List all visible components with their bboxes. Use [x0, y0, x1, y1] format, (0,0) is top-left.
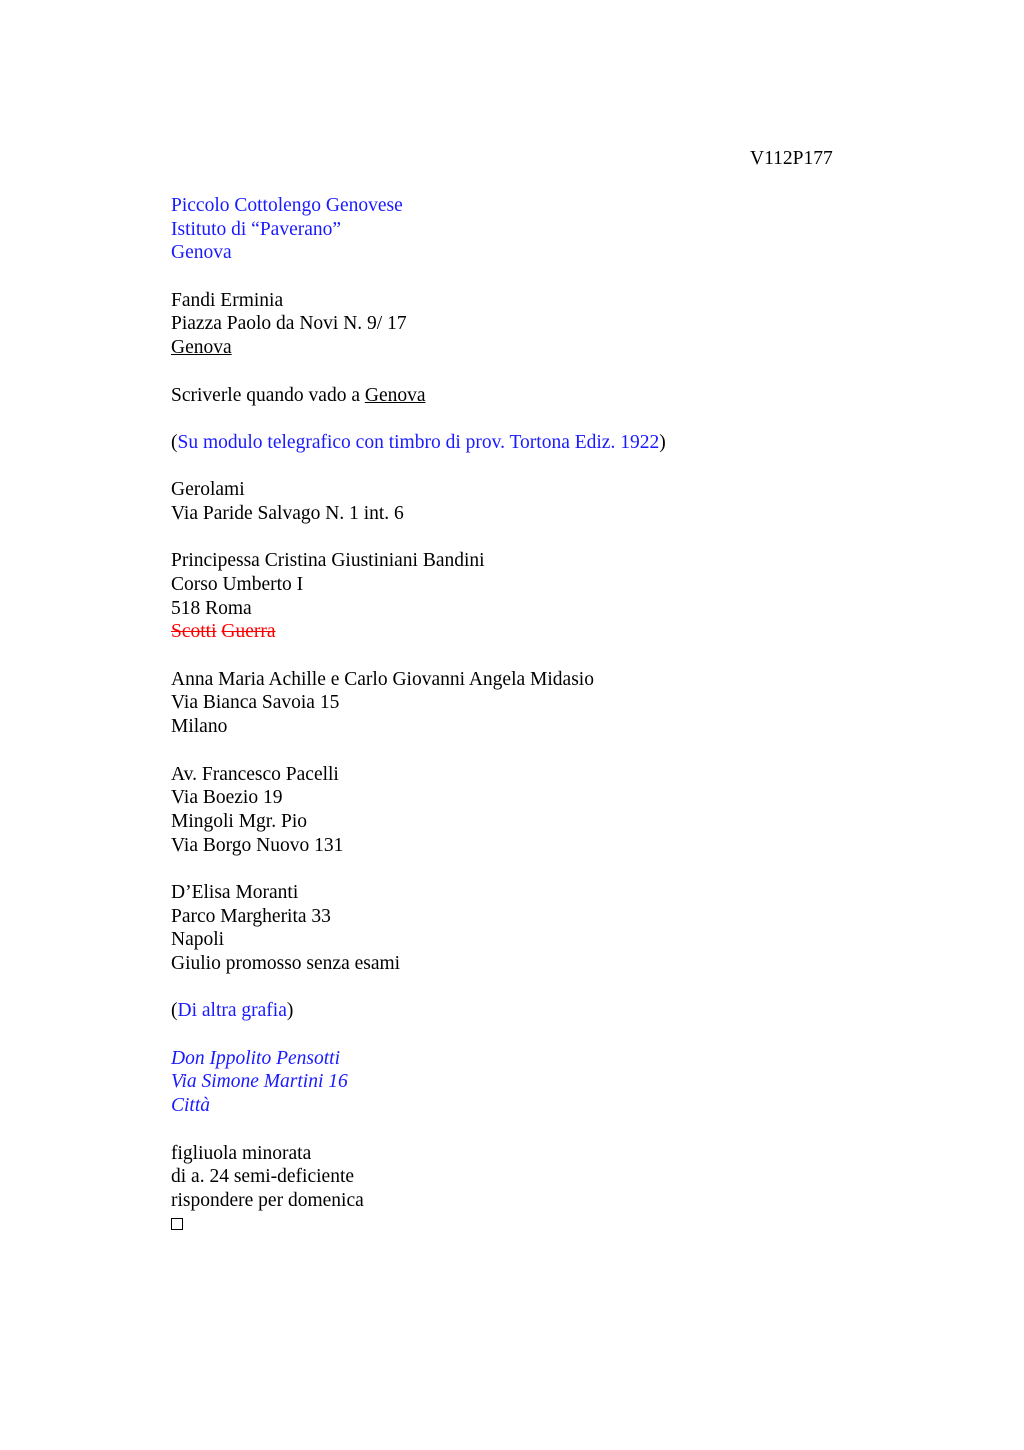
telegraph-note: [171, 431, 971, 455]
note-genova-city: Genova: [364, 384, 426, 406]
principessa-name: Principessa Cristina Giustiniani Bandini: [171, 550, 485, 572]
document-id: V112P177: [750, 148, 833, 169]
principessa-address: Corso Umberto I: [171, 574, 304, 595]
note-genova-prefix: Scriverle quando vado a: [171, 384, 365, 406]
struck-name-guerra: Guerra: [221, 621, 276, 643]
gerolami-address: Via Paride Salvago N. 1 int. 6: [171, 502, 404, 524]
altra-grafia-close-paren: ): [286, 1000, 294, 1022]
fandi-name: Fandi Erminia: [171, 289, 284, 311]
fandi-city: Genova: [171, 337, 232, 359]
struck-name-scotti: Scotti: [171, 621, 217, 643]
header-line-1: Piccolo Cottolengo Genovese: [171, 195, 403, 216]
gerolami-name: Gerolami: [171, 479, 245, 501]
pacelli-line-3: Mingoli Mgr. Pio: [171, 810, 307, 832]
midasio-address: Via Bianca Savoia 15: [171, 692, 340, 714]
note-genova: [171, 384, 971, 408]
telegraph-note-text: Su modulo telegrafico con timbro di prov. Tortona Ediz. 1922: [177, 431, 660, 453]
pensotti-line-3: Città: [171, 1095, 211, 1117]
final-note-line-3: rispondere per domenica: [171, 1189, 364, 1211]
moranti-line-3: Napoli: [171, 929, 225, 951]
altra-grafia-note: [171, 999, 971, 1023]
struck-names: [171, 620, 971, 644]
altra-grafia-open-paren: (: [171, 1000, 178, 1022]
final-note-line-1: figliuola minorata: [171, 1142, 312, 1164]
pacelli-line-1: Av. Francesco Pacelli: [171, 763, 339, 785]
final-note-line-2: di a. 24 semi-deficiente: [171, 1166, 355, 1188]
header-line-3: Genova: [171, 242, 232, 264]
moranti-line-4: Giulio promosso senza esami: [171, 953, 401, 974]
checkbox-icon: [171, 1218, 183, 1230]
moranti-line-2: Parco Margherita 33: [171, 905, 331, 927]
midasio-city: Milano: [171, 716, 228, 738]
fandi-address: Piazza Paolo da Novi N. 9/ 17: [171, 313, 407, 335]
document-body: [171, 194, 971, 1236]
telegraph-open-paren: (: [171, 431, 178, 453]
header-line-2: Istituto di “Paverano”: [171, 218, 342, 240]
moranti-line-1: D’Elisa Moranti: [171, 881, 299, 903]
midasio-name: Anna Maria Achille e Carlo Giovanni Angela Midasio: [171, 668, 594, 690]
pacelli-line-4: Via Borgo Nuovo 131: [171, 834, 344, 856]
pacelli-line-2: Via Boezio 19: [171, 787, 283, 809]
pensotti-line-1: Don Ippolito Pensotti: [171, 1047, 340, 1069]
telegraph-close-paren: ): [659, 431, 666, 453]
principessa-city: 518 Roma: [171, 597, 252, 619]
altra-grafia-text: Di altra grafia: [177, 1000, 287, 1022]
pensotti-line-2: Via Simone Martini 16: [171, 1071, 348, 1093]
